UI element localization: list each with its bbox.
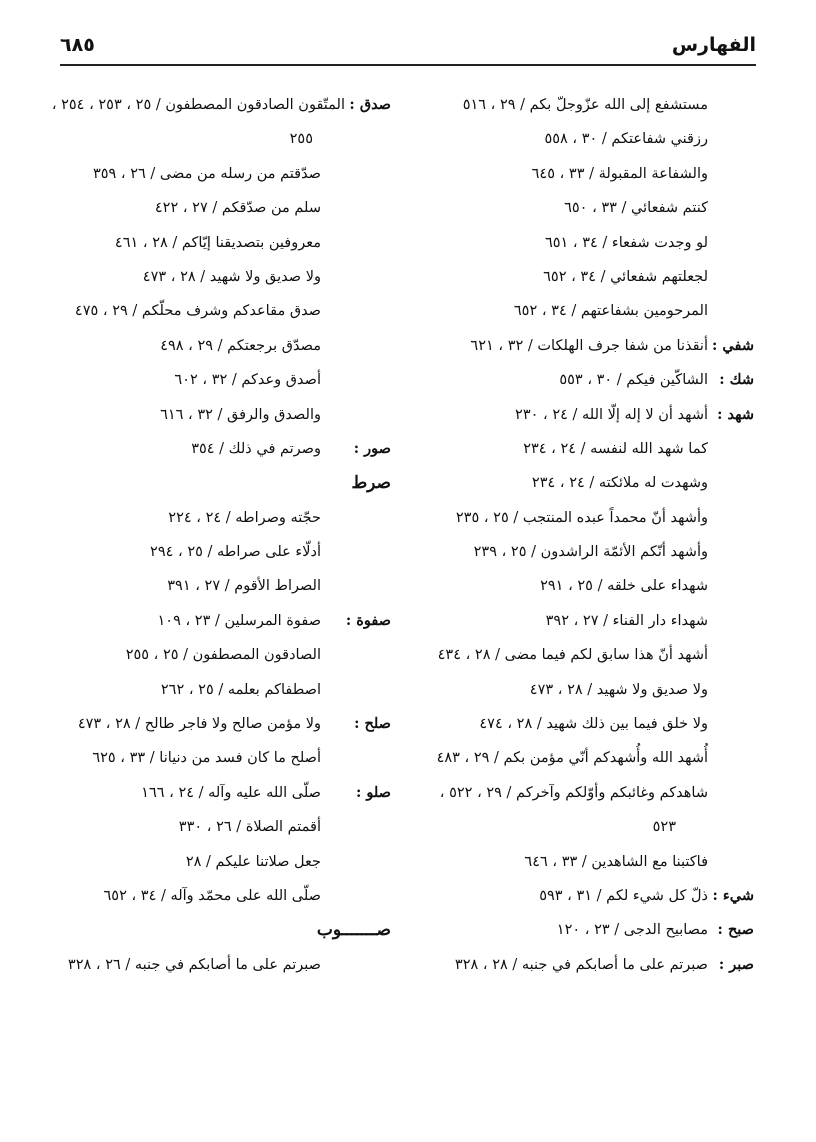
entry-text: ذلّ كل شيء لكم / ٣١ ، ٥٩٣ (539, 887, 708, 904)
index-entry (56, 741, 391, 775)
entry-text: المرحومين بشفاعتهم / ٣٤ ، ٦٥٢ (513, 303, 708, 320)
index-entry (56, 157, 391, 191)
index-entry (424, 294, 754, 328)
entry-text: الصادقون المصطفون / ٢٥ ، ٢٥٥ (125, 647, 321, 664)
index-column-left (51, 88, 391, 982)
root-word: صفوة : (345, 611, 391, 629)
entry-text: أصلح ما كان فسد من دنيانا / ٣٣ ، ٦٢٥ (92, 750, 321, 767)
entry-text: الشاكّين فيكم / ٣٠ ، ٥٥٣ (559, 372, 708, 389)
entry-text: وأشهد أنّكم الأئمّة الراشدون / ٢٥ ، ٢٣٩ (473, 544, 708, 561)
entry-text: صبرتم على ما أصابكم في جنبه / ٢٦ ، ٣٢٨ (67, 956, 321, 973)
root-word: صدق : (349, 96, 391, 113)
entry-text: كما شهد الله لنفسه / ٢٤ ، ٢٣٤ (523, 440, 708, 457)
entry-text: ولا مؤمن صالح ولا فاجر طالح / ٢٨ ، ٤٧٣ (77, 716, 321, 733)
entry-continuation: ٢٥٥ (289, 131, 313, 148)
entry-text: أصدق وعدكم / ٣٢ ، ٦٠٢ (174, 372, 321, 389)
entry-text: لو وجدت شفعاء / ٣٤ ، ٦٥١ (544, 234, 708, 251)
index-entry (424, 604, 754, 638)
page-number: ٦٨٥ (60, 34, 95, 56)
index-entry (56, 948, 391, 982)
entry-text: رزقني شفاعتكم / ٣٠ ، ٥٥٨ (544, 131, 708, 148)
index-entry (424, 260, 754, 294)
root-word: صلو : (355, 783, 391, 801)
index-entry (56, 569, 391, 603)
index-entry (424, 948, 754, 982)
index-entry (424, 466, 754, 500)
index-entry (56, 398, 391, 432)
index-entry (56, 776, 391, 810)
index-entry (424, 913, 754, 947)
index-entry (424, 845, 754, 879)
index-entry (56, 535, 391, 569)
entry-text: صدق مقاعدكم وشرف محلّكم / ٢٩ ، ٤٧٥ (74, 303, 321, 320)
entry-text: المتّقون الصادقون المصطفون / ٢٥ ، ٢٥٣ ، ٢٥٤ ، (51, 97, 345, 113)
entry-text: مصدّق برجعتكم / ٢٩ ، ٤٩٨ (160, 337, 321, 354)
index-entry (56, 191, 391, 225)
entry-text: فاكتبنا مع الشاهدين / ٣٣ ، ٦٤٦ (524, 853, 708, 870)
entry-text: صدّقتم من رسله من مضى / ٢٦ ، ٣٥٩ (92, 165, 321, 182)
root-word: شهد : (717, 405, 754, 423)
entry-text: ولا خلق فيما بين ذلك شهيد / ٢٨ ، ٤٧٤ (479, 716, 708, 733)
index-entry (424, 501, 754, 535)
index-entry (56, 432, 391, 466)
entry-text: مستشفع إلى الله عزّوجلّ بكم / ٢٩ ، ٥١٦ (462, 97, 708, 113)
index-entry (424, 707, 754, 741)
index-entry (56, 707, 391, 741)
root-word: شفي : (712, 336, 754, 354)
index-entry (56, 810, 391, 844)
index-entry (56, 260, 391, 294)
index-entry (424, 398, 754, 432)
index-entry (424, 638, 754, 672)
entry-text: صلّى الله عليه وآله / ٢٤ ، ١٦٦ (141, 784, 321, 801)
index-entry (56, 604, 391, 638)
entry-text: وأشهد أنّ محمداً عبده المنتجب / ٢٥ ، ٢٣٥ (455, 509, 708, 526)
entry-text: ولا صديق ولا شهيد / ٢٨ ، ٤٧٣ (142, 268, 321, 285)
entry-text: أشهد أن لا إله إلّا الله / ٢٤ ، ٢٣٠ (515, 406, 708, 423)
root-word: صبح : (717, 921, 754, 939)
index-entry (424, 810, 754, 844)
entry-text: صفوة المرسلين / ٢٣ ، ١٠٩ (157, 612, 321, 629)
entry-text: مصابيح الدجى / ٢٣ ، ١٢٠ (556, 922, 708, 939)
index-entry (56, 879, 391, 913)
entry-text: حجّته وصراطه / ٢٤ ، ٢٢٤ (168, 509, 321, 526)
index-entry (424, 226, 754, 260)
root-word: شك : (719, 371, 754, 389)
index-entry (56, 226, 391, 260)
entry-text: صبرتم على ما أصابكم في جنبه / ٢٨ ، ٣٢٨ (454, 956, 708, 973)
index-entry (56, 122, 391, 156)
entry-text: وصرتم في ذلك / ٣٥٤ (191, 440, 321, 457)
index-entry (56, 638, 391, 672)
entry-text: أقمتم الصلاة / ٢٦ ، ٣٣٠ (178, 819, 321, 836)
entry-text: كنتم شفعائي / ٣٣ ، ٦٥٠ (564, 200, 708, 217)
index-entry (56, 501, 391, 535)
entry-text: سلم من صدّقكم / ٢٧ ، ٤٢٢ (154, 200, 321, 217)
entry-text: لجعلتهم شفعائي / ٣٤ ، ٦٥٢ (543, 268, 708, 285)
page-header (60, 30, 756, 66)
index-entry (424, 122, 754, 156)
entry-text: أشهد أنّ هذا سابق لكم فيما مضى / ٢٨ ، ٤٣٤ (437, 647, 708, 664)
index-entry (56, 329, 391, 363)
entry-text: وشهدت له ملائكته / ٢٤ ، ٢٣٤ (531, 475, 708, 492)
entry-text: شهداء على خلقه / ٢٥ ، ٢٩١ (540, 578, 708, 595)
entry-text: أُشهد الله وأُشهدكم أنّي مؤمن بكم / ٢٩ ، ٤٨٣ (436, 750, 708, 767)
entry-text: اصطفاكم بعلمه / ٢٥ ، ٢٦٢ (160, 681, 321, 698)
index-entry (424, 535, 754, 569)
entry-text: معروفين بتصديقنا إيّاكم / ٢٨ ، ٤٦١ (114, 234, 321, 251)
root-word: صور : (353, 439, 391, 457)
index-entry (424, 673, 754, 707)
entry-text: أنقذنا من شفا جرف الهلكات / ٣٢ ، ٦٢١ (470, 337, 708, 354)
index-entry (424, 191, 754, 225)
index-entry (56, 673, 391, 707)
root-word: صلح : (354, 715, 391, 733)
index-entry (56, 294, 391, 328)
index-entry (56, 913, 391, 947)
entry-text: جعل صلاتنا عليكم / ٢٨ (185, 853, 321, 870)
index-entry (424, 741, 754, 775)
index-entry (56, 845, 391, 879)
index-entry (424, 157, 754, 191)
index-entry (51, 88, 391, 122)
entry-text: صلّى الله على محمّد وآله / ٣٤ ، ٦٥٢ (103, 887, 321, 904)
index-entry (424, 879, 754, 913)
index-entry (56, 363, 391, 397)
entry-text: شاهدكم وغائبكم وأوّلكم وآخركم / ٢٩ ، ٥٢٢ ، (439, 784, 708, 801)
root-word: شيء : (712, 886, 754, 904)
index-entry (424, 88, 754, 122)
index-column-right (424, 88, 754, 982)
page-title: الفهارس (671, 34, 756, 56)
entry-text: والصدق والرفق / ٣٢ ، ٦١٦ (160, 406, 321, 423)
entry-text: والشفاعة المقبولة / ٣٣ ، ٦٤٥ (531, 165, 708, 182)
entry-text: شهداء دار الفناء / ٢٧ ، ٣٩٢ (545, 612, 708, 629)
section-heading: صرط (351, 473, 391, 494)
root-word: صبر : (718, 955, 754, 973)
index-entry (424, 569, 754, 603)
entry-continuation: ٥٢٣ (652, 819, 676, 836)
index-entry (424, 432, 754, 466)
index-entry (424, 776, 754, 810)
entry-text: الصراط الأقوم / ٢٧ ، ٣٩١ (167, 578, 321, 595)
entry-text: ولا صديق ولا شهيد / ٢٨ ، ٤٧٣ (529, 681, 708, 698)
index-entry (424, 363, 754, 397)
entry-text: أدلّاء على صراطه / ٢٥ ، ٢٩٤ (150, 544, 321, 561)
index-entry (56, 466, 391, 500)
index-entry (424, 329, 754, 363)
section-heading: صـــــــوب (316, 920, 391, 941)
